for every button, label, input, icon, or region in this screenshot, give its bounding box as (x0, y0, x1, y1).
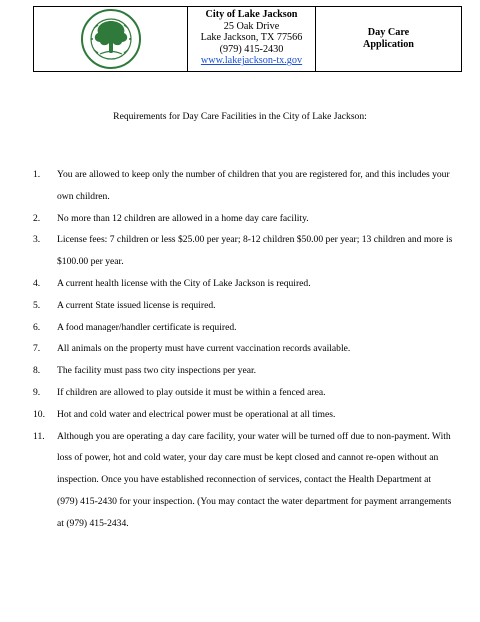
form-title-line1: Day Care (367, 27, 410, 38)
requirements-list (33, 164, 453, 535)
list-item (33, 360, 453, 382)
list-item (33, 338, 453, 360)
city-state-zip: Lake Jackson, TX 77566 (200, 32, 303, 44)
item-number: 5. (33, 299, 41, 311)
intro-text: Requirements for Day Care Facilities in the City of Lake Jackson: (113, 111, 367, 122)
list-item (33, 229, 453, 273)
item-text: Although you are operating a day care facility, your water will be turned off due to non-payment. With loss of power, hot and cold water, your day care must be kept closed and cannot re-open without an inspection. Once you have established reconnection of services, contact the Health Department at (979) 415-2430 for your inspection. (You may contact the water department for payment arrangements at (979) 415-2434. (57, 430, 452, 529)
list-item (33, 382, 453, 404)
item-number: 1. (33, 169, 41, 180)
list-item (33, 404, 453, 426)
website-link[interactable]: www.lakejackson-tx.gov (200, 55, 303, 67)
form-title-line2: Application (363, 39, 414, 50)
item-number: 4. (33, 277, 41, 289)
header-table (33, 6, 462, 72)
item-number: 2. (33, 212, 41, 224)
form-title-cell (316, 7, 461, 71)
item-text: A food manager/handler certificate is required. (57, 321, 237, 333)
item-text: Hot and cold water and electrical power must be operational at all times. (57, 408, 336, 420)
item-number: 10. (33, 408, 45, 420)
item-text: License fees: 7 children or less $25.00 per year; 8-12 children $50.00 per year; 13 children and more is $100.00 per year. (57, 234, 453, 268)
item-text: A current State issued license is required. (57, 299, 216, 311)
item-text: If children are allowed to play outside it must be within a fenced area. (57, 386, 326, 398)
list-item (33, 164, 453, 208)
list-item (33, 273, 453, 295)
city-name: City of Lake Jackson (205, 9, 298, 20)
item-number: 8. (33, 365, 41, 377)
item-number: 3. (33, 234, 41, 246)
item-text: A current health license with the City of Lake Jackson is required. (57, 277, 311, 289)
city-seal-icon (80, 8, 142, 70)
item-text: The facility must pass two city inspections per year. (57, 365, 257, 377)
list-item (33, 317, 453, 339)
item-number: 6. (33, 321, 41, 333)
item-number: 11. (33, 430, 45, 442)
address-cell (188, 7, 316, 71)
item-text: You are allowed to keep only the number of children that you are registered for, and this includes your own children. (57, 169, 450, 202)
item-text: All animals on the property must have current vaccination records available. (57, 343, 351, 355)
list-item (33, 426, 453, 535)
logo-cell (34, 7, 188, 71)
street-address: 25 Oak Drive (223, 20, 280, 32)
list-item (33, 208, 453, 230)
item-number: 7. (33, 343, 41, 355)
list-item (33, 295, 453, 317)
item-number: 9. (33, 386, 41, 398)
item-text: No more than 12 children are allowed in a home day care facility. (57, 212, 309, 224)
phone-number: (979) 415-2430 (219, 43, 284, 55)
